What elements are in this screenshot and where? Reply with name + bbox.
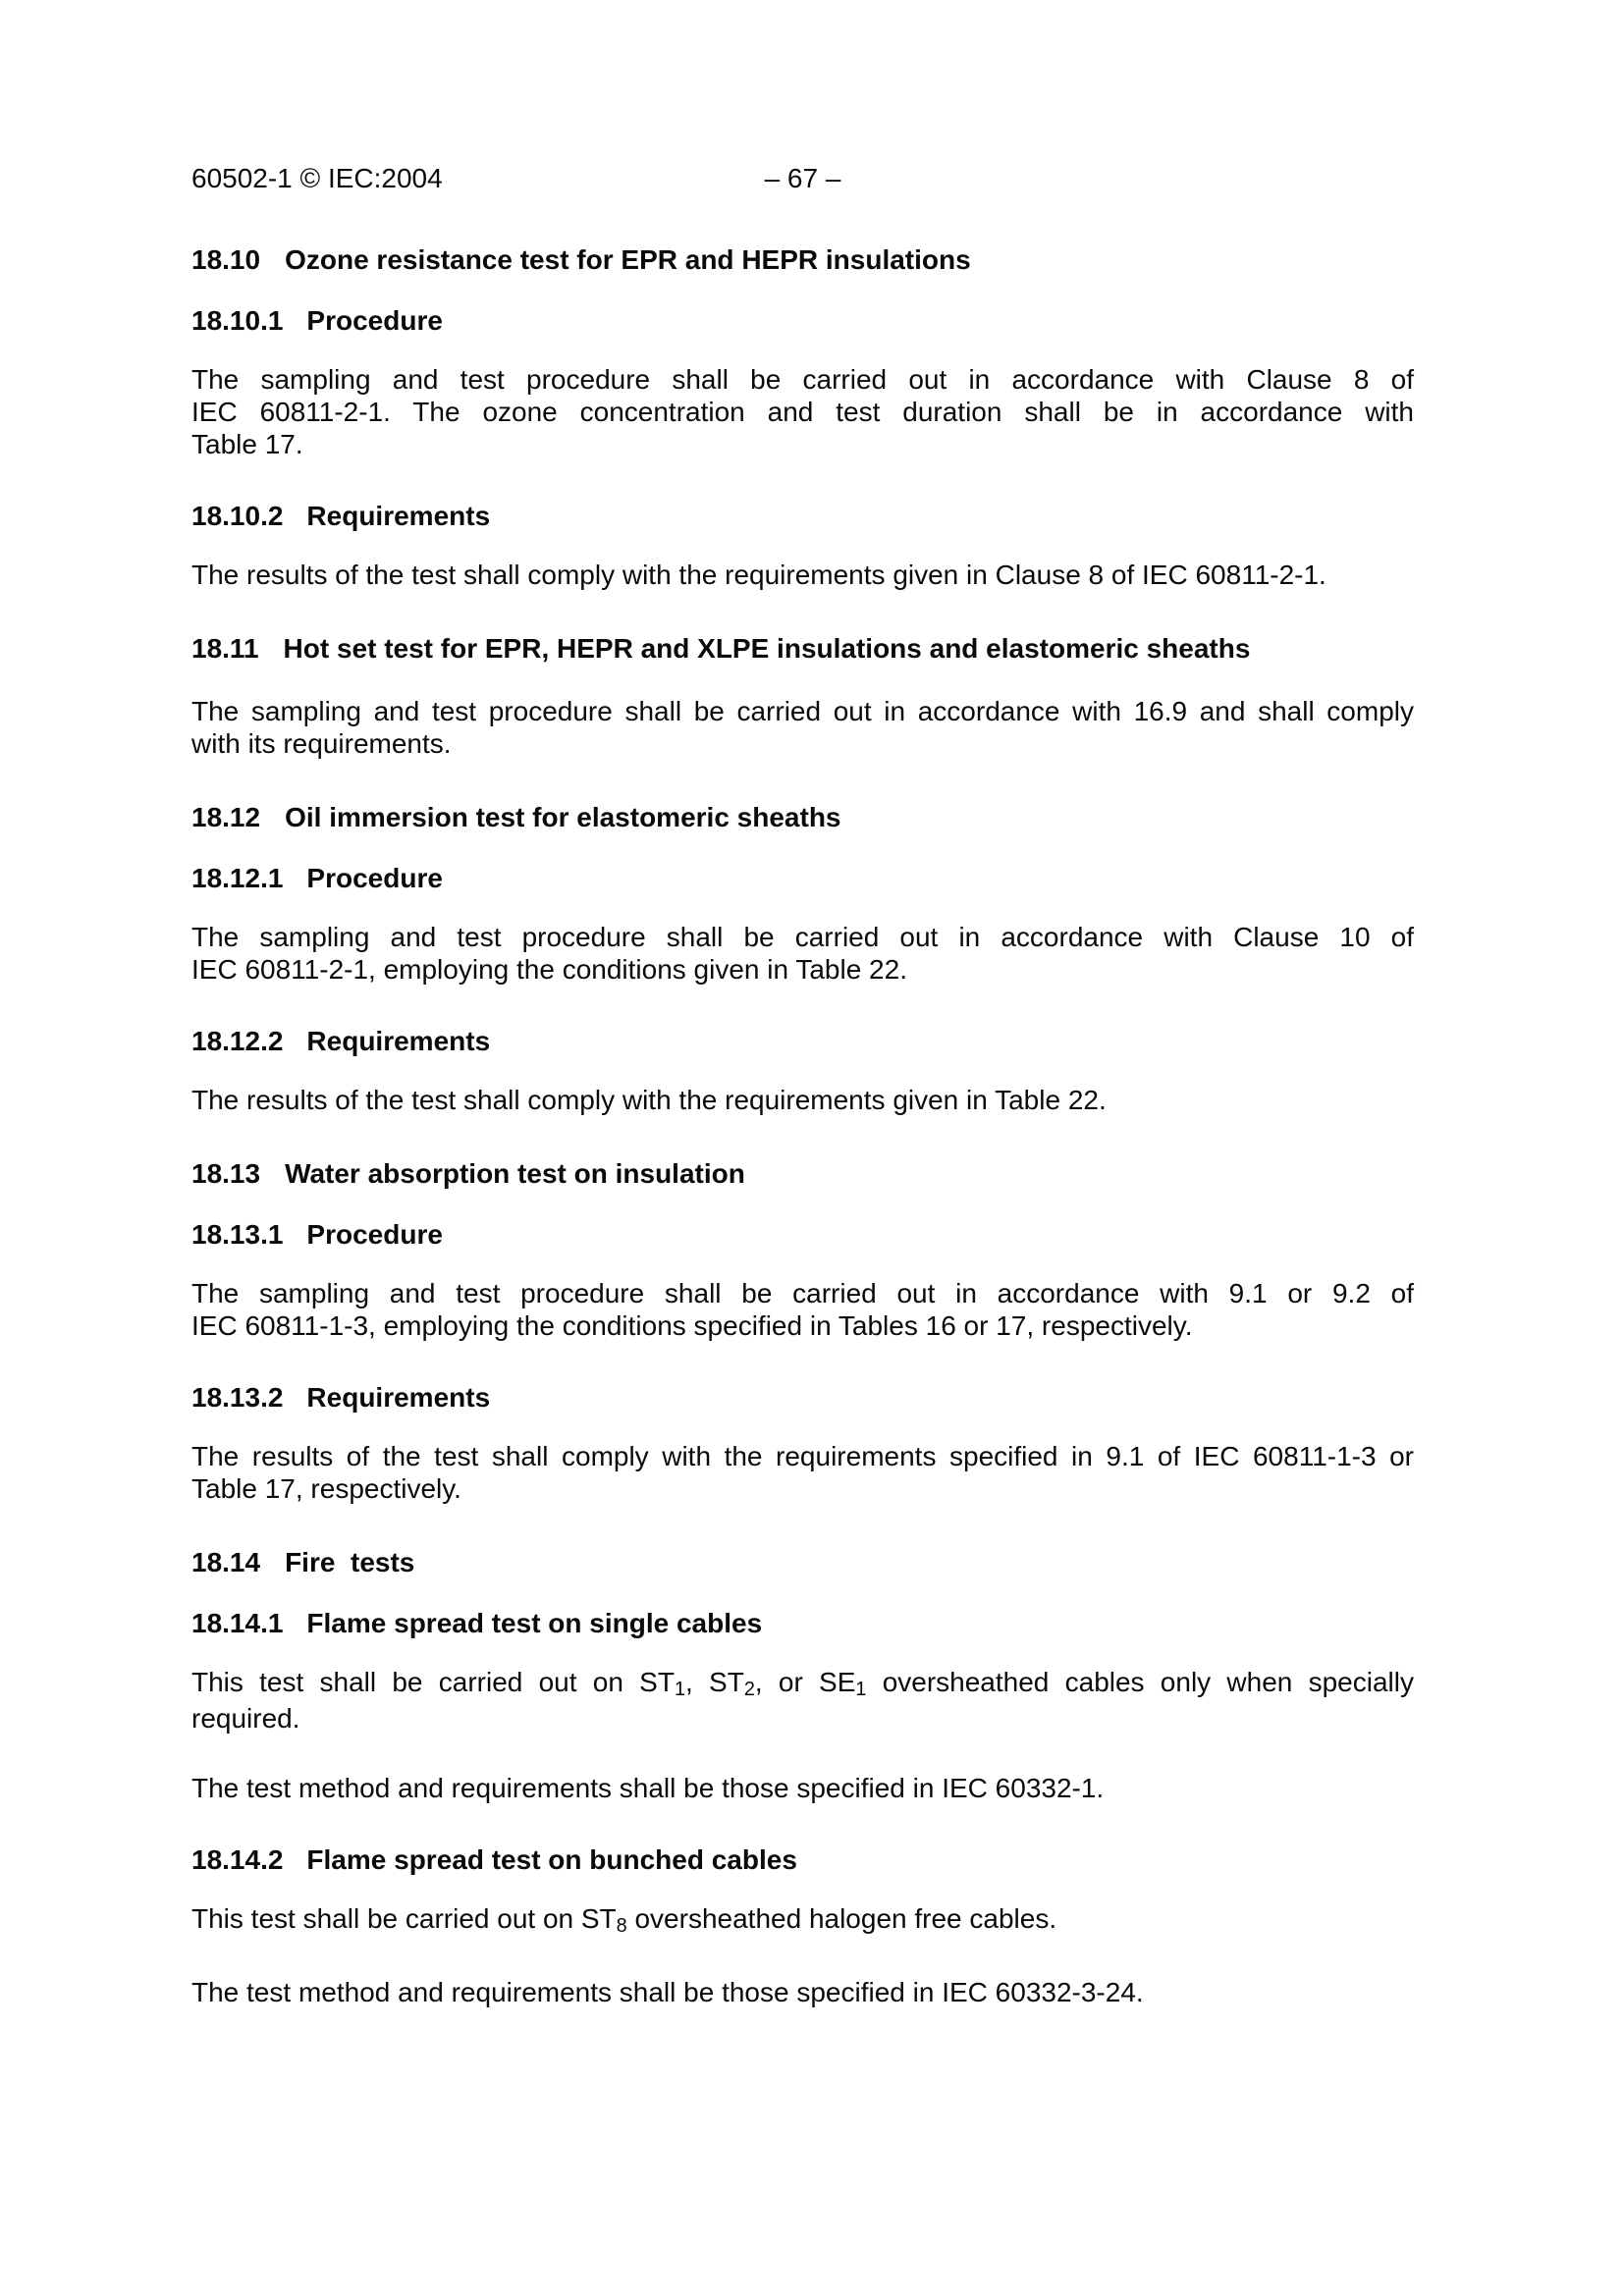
heading-number: 18.14.2: [191, 1844, 284, 1875]
section-heading-18-12-2: [191, 1025, 1414, 1057]
heading-number: 18.10: [191, 244, 261, 275]
heading-number: 18.13.1: [191, 1219, 284, 1250]
heading-title: Fire tests: [285, 1547, 415, 1577]
section-heading-18-10-2: [191, 500, 1414, 532]
heading-title: Requirements: [306, 1026, 491, 1056]
paragraph: [191, 921, 1414, 986]
text-line: The test method and requirements shall be those specified in IEC 60332-1.: [191, 1773, 1105, 1803]
heading-title: Ozone resistance test for EPR and HEPR insulations: [285, 244, 971, 275]
heading-title: Hot set test for EPR, HEPR and XLPE insulations and elastomeric sheaths: [283, 633, 1251, 664]
heading-title: Flame spread test on single cables: [306, 1608, 763, 1638]
subscript-text: 1: [855, 1679, 867, 1701]
text-line: The sampling and test procedure shall be carried out in accordance with 16.9 and shall comply: [191, 696, 1414, 726]
heading-number: 18.12: [191, 802, 261, 832]
section-heading-18-13-2: [191, 1381, 1414, 1414]
heading-title: Oil immersion test for elastomeric sheaths: [285, 802, 841, 832]
paragraph: [191, 1666, 1414, 1735]
paragraph: [191, 695, 1414, 760]
text-line: The results of the test shall comply with the requirements specified in 9.1 of IEC 60811-1-3 or: [191, 1441, 1414, 1471]
heading-number: 18.14.1: [191, 1608, 284, 1638]
paragraph: [191, 363, 1414, 460]
section-heading-18-13-1: [191, 1218, 1414, 1251]
section-heading-18-12: [191, 801, 1414, 833]
text-line: The results of the test shall comply with the requirements given in Clause 8 of IEC 60811-2-1.: [191, 560, 1326, 590]
text-line: This test shall be carried out on ST1, ST2, or SE1 oversheathed cables only when specially: [191, 1667, 1414, 1701]
heading-number: 18.10.1: [191, 305, 284, 336]
paragraph: [191, 1976, 1414, 2008]
document-reference: 60502-1 © IEC:2004: [191, 163, 443, 193]
section-heading-18-14-2: [191, 1843, 1414, 1876]
text-line: IEC 60811-2-1. The ozone concentration and test duration shall be in accordance with: [191, 397, 1414, 427]
section-heading-18-10: [191, 243, 1414, 276]
text-line: with its requirements.: [191, 728, 452, 759]
heading-number: 18.14: [191, 1547, 261, 1577]
text-line: IEC 60811-2-1, employing the conditions given in Table 22.: [191, 954, 907, 985]
section-heading-18-14-1: [191, 1607, 1414, 1639]
text-line: Table 17, respectively.: [191, 1473, 461, 1504]
heading-title: Requirements: [306, 501, 491, 531]
text-line: The test method and requirements shall be those specified in IEC 60332-3-24.: [191, 1977, 1144, 2007]
subscript-text: 8: [616, 1915, 627, 1938]
paragraph: [191, 1084, 1414, 1116]
paragraph: [191, 1772, 1414, 1804]
text-line: Table 17.: [191, 429, 303, 459]
paragraph: [191, 559, 1414, 591]
heading-number: 18.12.1: [191, 863, 284, 893]
section-heading-18-11: [191, 632, 1414, 665]
heading-title: Flame spread test on bunched cables: [306, 1844, 797, 1875]
text-line: The sampling and test procedure shall be carried out in accordance with Clause 10 of: [191, 922, 1414, 952]
paragraph: [191, 1277, 1414, 1342]
heading-number: 18.10.2: [191, 501, 284, 531]
text-line: This test shall be carried out on ST8 oversheathed halogen free cables.: [191, 1903, 1057, 1938]
heading-title: Procedure: [306, 1219, 443, 1250]
section-heading-18-10-1: [191, 304, 1414, 337]
heading-title: Water absorption test on insulation: [285, 1158, 745, 1189]
page-number: – 67 –: [764, 163, 841, 193]
heading-number: 18.12.2: [191, 1026, 284, 1056]
text-line: IEC 60811-1-3, employing the conditions specified in Tables 16 or 17, respectively.: [191, 1310, 1193, 1341]
section-heading-18-12-1: [191, 862, 1414, 894]
heading-title: Procedure: [306, 863, 443, 893]
text-line: The sampling and test procedure shall be carried out in accordance with 9.1 or 9.2 of: [191, 1278, 1414, 1308]
text-line: The sampling and test procedure shall be carried out in accordance with Clause 8 of: [191, 364, 1414, 395]
heading-title: Procedure: [306, 305, 443, 336]
heading-number: 18.13.2: [191, 1382, 284, 1413]
heading-number: 18.13: [191, 1158, 261, 1189]
paragraph: [191, 1902, 1414, 1939]
text-line: The results of the test shall comply with the requirements given in Table 22.: [191, 1085, 1107, 1115]
document-body: [191, 243, 1414, 2008]
subscript-text: 1: [674, 1679, 685, 1701]
heading-title: Requirements: [306, 1382, 491, 1413]
subscript-text: 2: [743, 1679, 755, 1701]
paragraph: [191, 1440, 1414, 1505]
heading-number: 18.11: [191, 633, 259, 664]
page-header: [191, 162, 1414, 194]
text-line: required.: [191, 1703, 300, 1734]
section-heading-18-14: [191, 1546, 1414, 1578]
section-heading-18-13: [191, 1157, 1414, 1190]
